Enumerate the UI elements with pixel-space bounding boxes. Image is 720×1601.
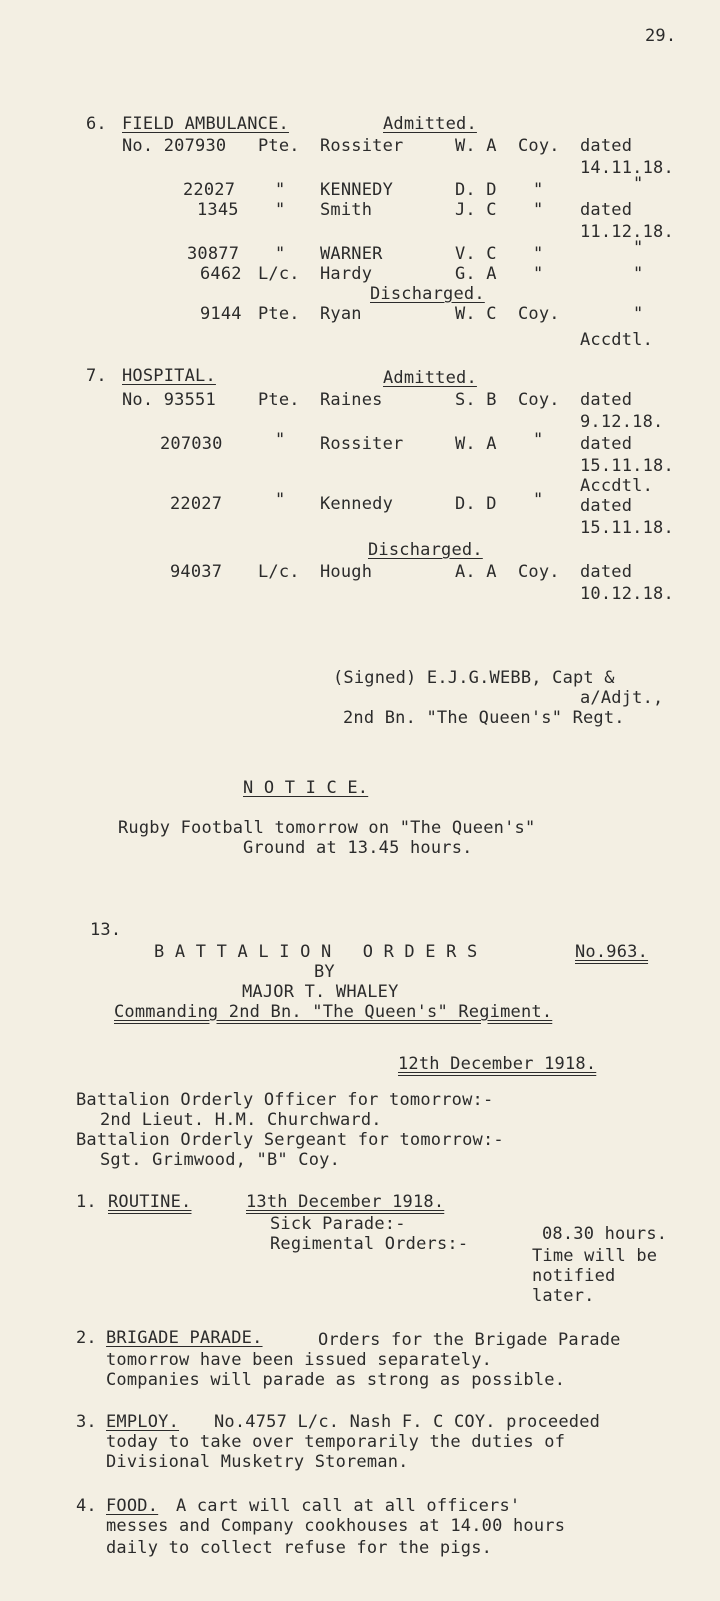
brigade-text-2: tomorrow have been issued separately. xyxy=(106,1350,493,1370)
sick-parade-label: Sick Parade:- xyxy=(270,1214,406,1234)
regimental-orders-time-3: later. xyxy=(532,1286,595,1306)
food-text-2: messes and Company cookhouses at 14.00 hours xyxy=(106,1516,566,1536)
hosp-dis-init: A. A xyxy=(455,562,497,582)
fa-dis-no: 9144 xyxy=(200,304,242,324)
fa-row-5-init: G. A xyxy=(455,264,497,284)
fa-row-2-rank: " xyxy=(275,180,286,200)
fa-row-4-date: " xyxy=(633,238,644,258)
hosp-row-3-note: Accdtl. xyxy=(580,476,654,496)
fa-row-1-init: W. A xyxy=(455,136,497,156)
fa-row-2-no: 22027 xyxy=(183,180,236,200)
section-6-heading: FIELD AMBULANCE. xyxy=(122,114,289,134)
hosp-row-2-coy: " xyxy=(533,430,544,450)
fa-row-3-no: 1345 xyxy=(197,200,239,220)
hosp-dis-coy: Coy. xyxy=(518,562,560,582)
fa-row-4-no: 30877 xyxy=(187,244,240,264)
fa-row-1-note: dated xyxy=(580,136,633,156)
hosp-row-3-date: 15.11.18. xyxy=(580,518,674,538)
hosp-dis-date: 10.12.18. xyxy=(580,584,674,604)
fa-row-3-date: 11.12.18. xyxy=(580,222,674,242)
section-7-number: 7. xyxy=(86,366,107,386)
fa-discharged: Discharged. xyxy=(370,284,485,304)
hosp-row-2-name: Rossiter xyxy=(320,434,404,454)
fa-row-2-init: D. D xyxy=(455,180,497,200)
fa-row-5-no: 6462 xyxy=(200,264,242,284)
fa-dis-init: W. C xyxy=(455,304,497,324)
fa-dis-coy: Coy. xyxy=(518,304,560,324)
hosp-row-1-date: 9.12.18. xyxy=(580,412,664,432)
orders-commanding: Commanding 2nd Bn. "The Queen's" Regiment. xyxy=(114,1002,553,1022)
fa-dis-name: Ryan xyxy=(320,304,362,324)
fa-row-3-name: Smith xyxy=(320,200,373,220)
employ-heading: EMPLOY. xyxy=(106,1412,180,1432)
fa-row-5-name: Hardy xyxy=(320,264,373,284)
hosp-row-1-no: No. 93551 xyxy=(122,390,216,410)
fa-row-5-coy: " xyxy=(533,264,544,284)
notice-title: N O T I C E. xyxy=(243,778,369,798)
fa-row-1-rank: Pte. xyxy=(258,136,300,156)
fa-row-5-date: " xyxy=(633,264,644,284)
fa-row-4-name: WARNER xyxy=(320,244,383,264)
hosp-dis-name: Hough xyxy=(320,562,373,582)
regimental-orders-time-2: notified xyxy=(532,1266,616,1286)
section-7-heading: HOSPITAL. xyxy=(122,366,216,386)
routine-number: 1. xyxy=(76,1192,97,1212)
hosp-row-2-date: 15.11.18. xyxy=(580,456,674,476)
fa-row-1-coy: Coy. xyxy=(518,136,560,156)
page-number: 29. xyxy=(645,26,677,46)
fa-row-2-name: KENNEDY xyxy=(320,180,394,200)
hosp-row-1-note: dated xyxy=(580,390,633,410)
brigade-heading: BRIGADE PARADE. xyxy=(106,1328,263,1348)
orders-date: 12th December 1918. xyxy=(398,1054,597,1074)
orders-section-number: 13. xyxy=(90,920,122,940)
orderly-sergeant-label: Battalion Orderly Sergeant for tomorrow:- xyxy=(76,1130,504,1150)
regimental-orders-label: Regimental Orders:- xyxy=(270,1234,469,1254)
orderly-officer-label: Battalion Orderly Officer for tomorrow:- xyxy=(76,1090,494,1110)
section-7-admitted: Admitted. xyxy=(383,368,477,388)
hosp-row-1-name: Raines xyxy=(320,390,383,410)
hosp-row-2-note: dated xyxy=(580,434,633,454)
fa-dis-rank: Pte. xyxy=(258,304,300,324)
orders-title: B A T T A L I O N O R D E R S xyxy=(154,942,478,962)
brigade-text-3: Companies will parade as strong as possible. xyxy=(106,1370,566,1390)
sick-parade-time: 08.30 hours. xyxy=(542,1224,668,1244)
notice-line-2: Ground at 13.45 hours. xyxy=(243,838,473,858)
brigade-text-1: Orders for the Brigade Parade xyxy=(318,1330,621,1350)
signature-line-3: 2nd Bn. "The Queen's" Regt. xyxy=(343,708,625,728)
hosp-row-1-init: S. B xyxy=(455,390,497,410)
fa-row-3-rank: " xyxy=(275,200,286,220)
signature-line-1: (Signed) E.J.G.WEBB, Capt & xyxy=(333,668,615,688)
food-number: 4. xyxy=(76,1496,97,1516)
fa-row-3-note: dated xyxy=(580,200,633,220)
fa-row-1-name: Rossiter xyxy=(320,136,404,156)
fa-row-1-no: No. 207930 xyxy=(122,136,227,156)
hosp-row-3-note2: dated xyxy=(580,496,633,516)
fa-row-3-coy: " xyxy=(533,200,544,220)
fa-row-4-coy: " xyxy=(533,244,544,264)
hosp-row-1-coy: Coy. xyxy=(518,390,560,410)
section-6-number: 6. xyxy=(86,114,107,134)
hosp-row-3-name: Kennedy xyxy=(320,494,394,514)
fa-row-4-init: V. C xyxy=(455,244,497,264)
regimental-orders-time-1: Time will be xyxy=(532,1246,658,1266)
employ-text-1: No.4757 L/c. Nash F. C COY. proceeded xyxy=(214,1412,601,1432)
fa-row-4-rank: " xyxy=(275,244,286,264)
food-text-3: daily to collect refuse for the pigs. xyxy=(106,1538,493,1558)
orders-by: BY xyxy=(314,962,335,982)
food-text-1: A cart will call at all officers' xyxy=(176,1496,521,1516)
fa-row-2-date: " xyxy=(633,174,644,194)
hosp-row-1-rank: Pte. xyxy=(258,390,300,410)
orderly-sergeant: Sgt. Grimwood, "B" Coy. xyxy=(100,1150,341,1170)
hosp-dis-no: 94037 xyxy=(170,562,223,582)
hosp-row-2-init: W. A xyxy=(455,434,497,454)
fa-dis-note: " xyxy=(633,304,644,324)
routine-date: 13th December 1918. xyxy=(246,1192,445,1212)
notice-line-1: Rugby Football tomorrow on "The Queen's" xyxy=(118,818,536,838)
fa-row-1-date: 14.11.18. xyxy=(580,158,674,178)
orderly-officer: 2nd Lieut. H.M. Churchward. xyxy=(100,1110,382,1130)
brigade-number: 2. xyxy=(76,1328,97,1348)
orders-major: MAJOR T. WHALEY xyxy=(242,982,399,1002)
employ-text-2: today to take over temporarily the duties of xyxy=(106,1432,566,1452)
fa-row-2-coy: " xyxy=(533,180,544,200)
hosp-row-3-no: 22027 xyxy=(170,494,223,514)
fa-row-3-init: J. C xyxy=(455,200,497,220)
hosp-dis-rank: L/c. xyxy=(258,562,300,582)
hosp-row-2-rank: " xyxy=(275,430,286,450)
signature-line-2: a/Adjt., xyxy=(580,688,664,708)
employ-number: 3. xyxy=(76,1412,97,1432)
food-heading: FOOD. xyxy=(106,1496,159,1516)
employ-text-3: Divisional Musketry Storeman. xyxy=(106,1452,409,1472)
hosp-row-2-no: 207030 xyxy=(160,434,223,454)
routine-heading: ROUTINE. xyxy=(108,1192,192,1212)
section-6-admitted: Admitted. xyxy=(383,114,477,134)
hosp-discharged: Discharged. xyxy=(368,540,483,560)
hosp-dis-note: dated xyxy=(580,562,633,582)
hosp-row-3-rank: " xyxy=(275,490,286,510)
hosp-row-3-init: D. D xyxy=(455,494,497,514)
orders-number: No.963. xyxy=(575,942,649,962)
fa-row-5-rank: L/c. xyxy=(258,264,300,284)
hosp-row-3-coy: " xyxy=(533,490,544,510)
fa-dis-date: Accdtl. xyxy=(580,330,654,350)
